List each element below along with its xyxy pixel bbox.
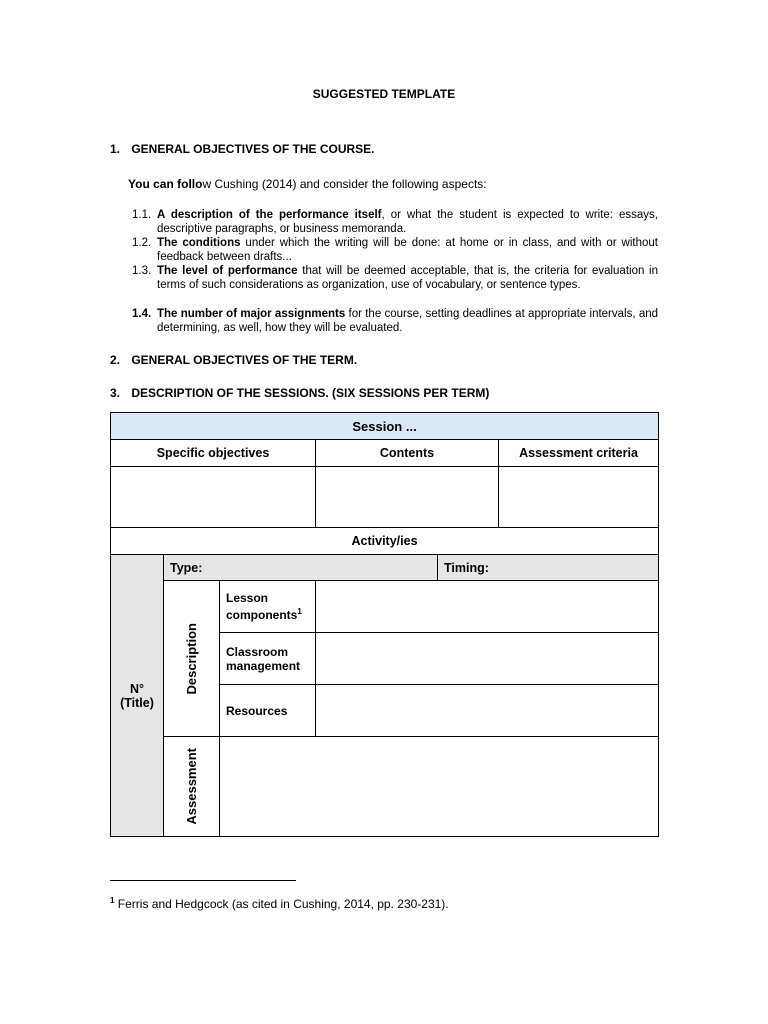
footnote-separator xyxy=(110,880,296,881)
item-number: 1.2. xyxy=(132,237,152,249)
section-heading-2 xyxy=(110,353,357,367)
classroom-management-label: Classroom management xyxy=(220,633,316,685)
header-contents: Contents xyxy=(316,440,499,467)
item-text: under which the writing will be done: at home or in class, and with or without feedback between drafts... xyxy=(157,237,658,263)
intro-text: w Cushing (2014) and consider the following aspects: xyxy=(202,177,487,191)
title-label: (Title) xyxy=(120,695,154,710)
description-label: Description xyxy=(184,622,199,695)
header-specific-objectives: Specific objectives xyxy=(111,440,316,467)
item-text: that will be deemed acceptable, that is, the criteria for evaluation in terms of such considerations as organization, use of vocabulary, or sentence types. xyxy=(157,265,659,291)
assessment-label-cell xyxy=(164,737,220,837)
session-template-table xyxy=(110,412,659,837)
description-cell xyxy=(164,581,220,737)
footnote-marker: 1 xyxy=(297,607,302,616)
footnote-number: 1 xyxy=(110,896,115,905)
assessment-label: Assessment xyxy=(184,748,199,825)
item-number: 1.4. xyxy=(132,308,152,320)
section-heading-3 xyxy=(110,386,489,400)
list-item xyxy=(132,307,658,335)
section-title: GENERAL OBJECTIVES OF THE COURSE. xyxy=(131,142,375,156)
intro-paragraph xyxy=(128,177,487,191)
document-title: SUGGESTED TEMPLATE xyxy=(312,87,456,101)
lesson-components-label: Lesson components$^1$ xyxy=(220,581,316,633)
section-heading-1 xyxy=(110,142,375,156)
footnote xyxy=(110,896,449,911)
section-number: 2. xyxy=(110,353,121,367)
section-title: GENERAL OBJECTIVES OF THE TERM. xyxy=(131,353,358,367)
item-number: 1.1. xyxy=(132,209,152,221)
header-assessment-criteria: Assessment criteria xyxy=(499,440,659,467)
item-bold: A description of the performance itself xyxy=(157,209,382,221)
list-item xyxy=(132,264,658,292)
item-bold: The conditions xyxy=(157,237,241,249)
section-number: 3. xyxy=(110,386,121,400)
cell-contents xyxy=(316,467,499,528)
item-bold: The number of major assignments xyxy=(157,308,346,320)
item-number: 1.3. xyxy=(132,265,152,277)
footnote-text: Ferris and Hedgcock (as cited in Cushing, 2014, pp. 230-231). xyxy=(114,897,449,911)
intro-bold: You can follo xyxy=(128,177,203,191)
activities-header: Activity/ies xyxy=(111,528,659,555)
item-text: , or what the student is expected to write: essays, descriptive paragraphs, or business memoranda. xyxy=(157,209,658,235)
cell-objectives xyxy=(111,467,316,528)
item-text: for the course, setting deadlines at appropriate intervals, and determining, as well, how they will be evaluated. xyxy=(157,308,659,334)
classroom-management-cell xyxy=(316,633,659,685)
cell-assessment-criteria xyxy=(499,467,659,528)
resources-label: Resources xyxy=(220,685,316,737)
number-label: N° xyxy=(129,681,145,696)
resources-cell xyxy=(316,685,659,737)
timing-cell: Timing: xyxy=(438,555,659,581)
lesson-components-cell xyxy=(316,581,659,633)
session-header: Session ... xyxy=(111,413,659,440)
section-title: DESCRIPTION OF THE SESSIONS. (SIX SESSIONS PER TERM) xyxy=(131,386,490,400)
session-number-title-cell xyxy=(111,555,164,837)
section-number: 1. xyxy=(110,142,121,156)
list-item xyxy=(132,236,658,264)
item-bold: The level of performance xyxy=(157,265,298,277)
type-cell: Type: xyxy=(164,555,438,581)
assessment-cell xyxy=(220,737,659,837)
list-item xyxy=(132,208,658,236)
